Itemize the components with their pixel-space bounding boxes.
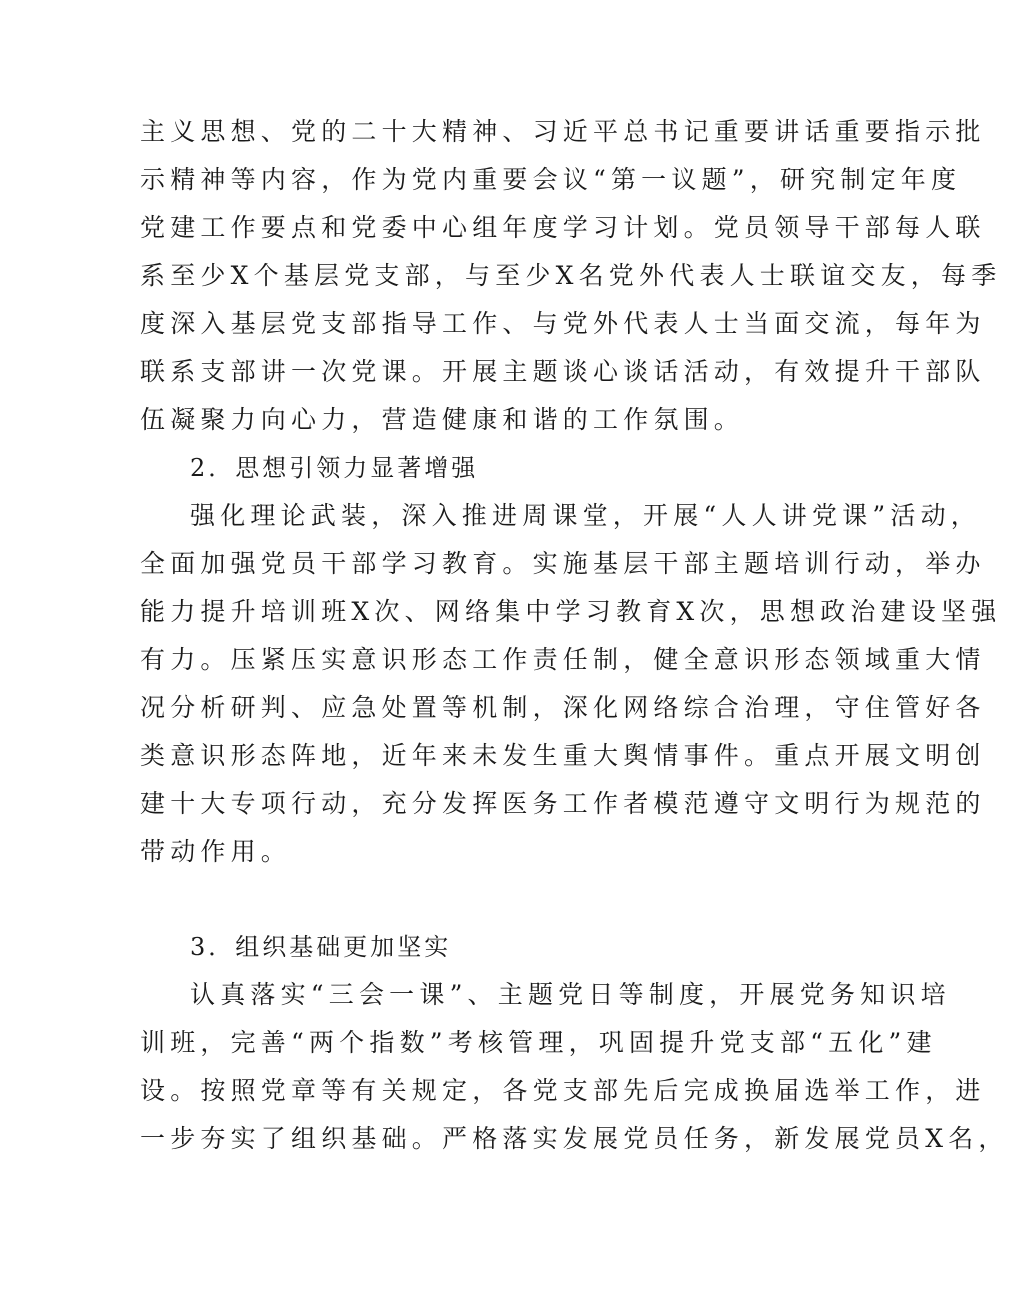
paragraph-line: 伍凝聚力向心力，营造健康和谐的工作氛围。 — [140, 405, 745, 434]
paragraph-line: 设。按照党章等有关规定，各党支部先后完成换届选举工作，进 — [140, 1076, 986, 1105]
paragraph-line: 主义思想、党的二十大精神、习近平总书记重要讲话重要指示批 — [140, 117, 986, 146]
paragraph-line: 建十大专项行动，充分发挥医务工作者模范遵守文明行为规范的 — [140, 789, 986, 818]
paragraph-line: 党建工作要点和党委中心组年度学习计划。党员领导干部每人联 — [140, 213, 986, 242]
paragraph-line: 类意识形态阵地，近年来未发生重大舆情事件。重点开展文明创 — [140, 741, 986, 770]
paragraph-line: 全面加强党员干部学习教育。实施基层干部主题培训行动，举办 — [140, 549, 986, 578]
paragraph-line: 强化理论武装，深入推进周课堂，开展“人人讲党课”活动， — [190, 501, 981, 530]
paragraph-line: 联系支部讲一次党课。开展主题谈心谈话活动，有效提升干部队 — [140, 357, 986, 386]
section-2-heading: 2．思想引领力显著增强 — [190, 454, 479, 482]
paragraph-line: 有力。压紧压实意识形态工作责任制，健全意识形态领域重大情 — [140, 645, 986, 674]
paragraph-line: 带动作用。 — [140, 837, 292, 866]
paragraph-line: 能力提升培训班X次、网络集中学习教育X次，思想政治建设坚强 — [140, 597, 1002, 626]
paragraph-line: 认真落实“三会一课”、主题党日等制度，开展党务知识培 — [190, 980, 951, 1009]
paragraph-line: 一步夯实了组织基础。严格落实发展党员任务，新发展党员X名， — [140, 1124, 1009, 1153]
paragraph-line: 系至少X个基层党支部，与至少X名党外代表人士联谊交友，每季 — [140, 261, 1002, 290]
section-3-heading: 3．组织基础更加坚实 — [190, 933, 452, 961]
paragraph-line: 况分析研判、应急处置等机制，深化网络综合治理，守住管好各 — [140, 693, 986, 722]
paragraph-line: 示精神等内容，作为党内重要会议“第一议题”，研究制定年度 — [140, 165, 962, 194]
paragraph-line: 训班，完善“两个指数”考核管理，巩固提升党支部“五化”建 — [140, 1028, 937, 1057]
paragraph-line: 度深入基层党支部指导工作、与党外代表人士当面交流，每年为 — [140, 309, 986, 338]
